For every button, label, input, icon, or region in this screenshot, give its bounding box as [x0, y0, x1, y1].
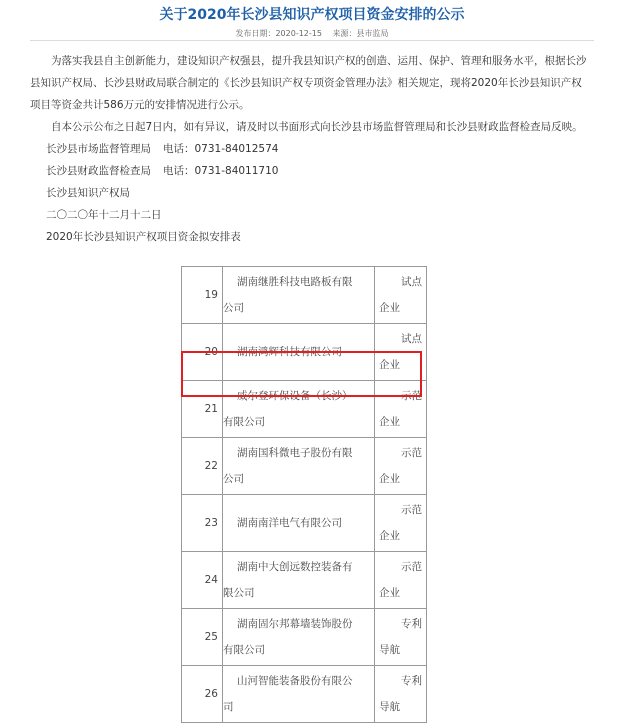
paragraph-intro: 为落实我县自主创新能力，建设知识产权强县，提升我县知识产权的创造、运用、保护、管理和服务水平，根据长沙县知识产权局、长沙县财政局联合制定的《长沙县知识产权专项资金管理办法》相关规定，现将2020年长沙县知识产权项目等资金共计586万元的安排情况进行公示。	[30, 55, 587, 111]
company-name-line1: 湖南固尔邦幕墙装饰股份	[237, 618, 353, 630]
company-name	[223, 267, 375, 324]
company-name-line1: 湖南中大创远数控装备有	[237, 561, 353, 573]
contact-market-bureau	[30, 138, 590, 160]
company-name-line2: 有限公司	[223, 644, 265, 656]
project-type	[375, 438, 427, 495]
company-name	[223, 552, 375, 609]
divider	[30, 40, 594, 41]
contact-org: 长沙县财政监督检查局	[46, 165, 151, 177]
row-number: 24	[182, 552, 223, 609]
company-name-line2: 公司	[223, 302, 244, 314]
project-type	[375, 609, 427, 666]
company-name	[223, 666, 375, 723]
contact-finance-bureau	[30, 160, 590, 182]
project-type-line2: 企业	[379, 530, 400, 542]
project-type-line2: 企业	[379, 416, 400, 428]
page-title: 关于2020年长沙县知识产权项目资金安排的公示	[159, 7, 465, 23]
article-body	[30, 50, 590, 248]
project-type	[375, 495, 427, 552]
project-type-line2: 企业	[379, 359, 400, 371]
company-name-line1: 湖南鸿辉科技有限公司	[237, 346, 342, 358]
signature-org: 长沙县知识产权局	[46, 187, 130, 199]
row-number: 23	[182, 495, 223, 552]
company-name-line1: 湖南国科微电子股份有限	[237, 447, 353, 459]
table-row	[182, 495, 427, 552]
company-name-line2: 司	[223, 701, 234, 713]
contact-phone: 电话：0731-84011710	[163, 165, 279, 177]
table-row	[182, 609, 427, 666]
source-label: 来源：县市监局	[332, 29, 389, 38]
project-type-line1: 示范	[401, 561, 422, 573]
project-type-line1: 示范	[401, 447, 422, 459]
company-name	[223, 438, 375, 495]
company-name-line1: 山河智能装备股份有限公	[237, 675, 353, 687]
project-type-line1: 专利	[401, 675, 422, 687]
company-name	[223, 609, 375, 666]
project-type	[375, 552, 427, 609]
row-number: 26	[182, 666, 223, 723]
project-type-line1: 示范	[401, 504, 422, 516]
company-name-line2: 限公司	[223, 587, 255, 599]
project-type-line2: 企业	[379, 473, 400, 485]
paragraph-objection: 自本公示公布之日起7日内，如有异议，请及时以书面形式向长沙县市场监督管理局和长沙县财政监督检查局反映。	[51, 121, 583, 133]
project-type-line2: 导航	[379, 644, 400, 656]
project-type	[375, 267, 427, 324]
highlight-box	[181, 351, 422, 397]
publish-date: 发布日期：2020-12-15	[235, 29, 322, 38]
company-name	[223, 495, 375, 552]
project-type-line2: 企业	[379, 587, 400, 599]
project-type-line1: 示范	[401, 390, 422, 402]
table-row	[182, 267, 427, 324]
contact-phone: 电话：0731-84012574	[163, 143, 279, 155]
row-number: 25	[182, 609, 223, 666]
company-name-line2: 有限公司	[223, 416, 265, 428]
table-row	[182, 552, 427, 609]
project-type-line2: 企业	[379, 302, 400, 314]
project-type-line1: 试点	[401, 276, 422, 288]
project-type-line1: 专利	[401, 618, 422, 630]
company-name-line1: 威尔登环保设备（长沙）	[237, 390, 353, 402]
project-type-line2: 导航	[379, 701, 400, 713]
table-row	[182, 666, 427, 723]
project-type-line1: 试点	[401, 333, 422, 345]
company-name-line2: 公司	[223, 473, 244, 485]
company-name-line1: 湖南南洋电气有限公司	[237, 517, 342, 529]
contact-org: 长沙县市场监督管理局	[46, 143, 151, 155]
signature-date: 二〇二〇年十二月十二日	[46, 209, 162, 221]
row-number: 22	[182, 438, 223, 495]
row-number: 20	[182, 324, 223, 381]
funding-table	[181, 266, 427, 723]
row-number: 19	[182, 267, 223, 324]
company-name-line1: 湖南继胜科技电路板有限	[237, 276, 353, 288]
row-number: 21	[182, 381, 223, 438]
table-row	[182, 438, 427, 495]
project-type	[375, 666, 427, 723]
article-meta	[0, 28, 624, 39]
table-caption: 2020年长沙县知识产权项目资金拟安排表	[46, 231, 241, 243]
